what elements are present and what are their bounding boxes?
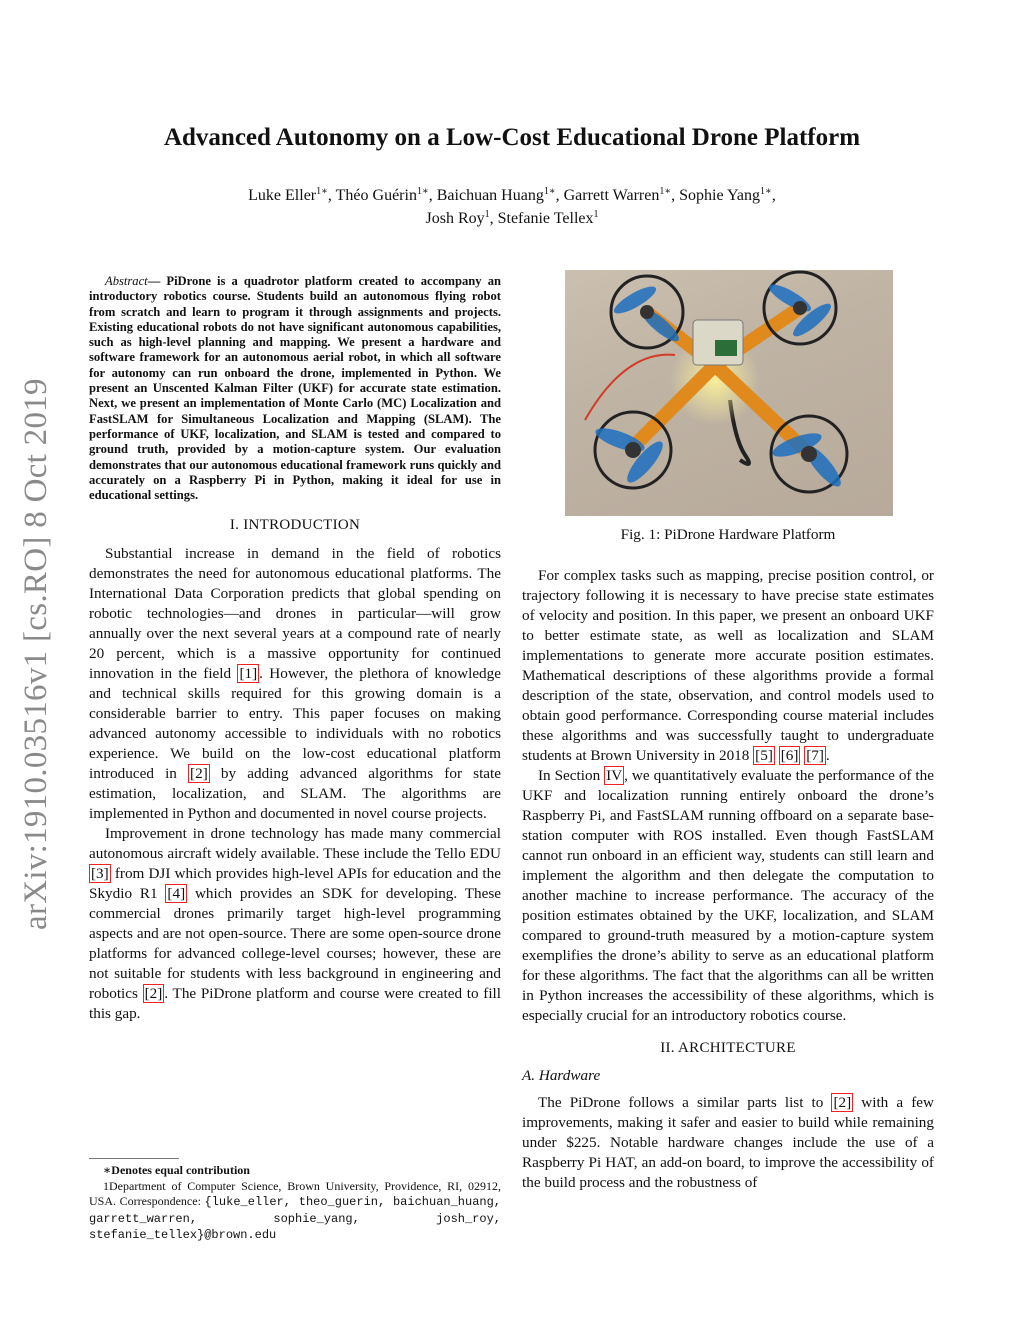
citation-link[interactable]: [4] — [167, 885, 186, 903]
citation-link[interactable]: [7] — [806, 747, 824, 764]
figure-caption: Fig. 1: PiDrone Hardware Platform — [620, 526, 836, 543]
affiliation-mark: 1∗ — [543, 186, 556, 197]
author-name: Garrett Warren — [563, 187, 660, 204]
text-run: , we quantitatively evaluate the performance of the UKF and localization running entirely onboard the drone’s Raspberry Pi, and FastSLAM running offboard on a separate base-station computer with ROS installed. Even though FastSLAM cannot run onboard in an efficient way, students can still learn and implement the algorithm and then delegate the computation to another machine to increase performance. The accuracy of the position estimates obtained by the UKF, localization, and SLAM compared to ground-truth measured by a motion-capture system exemplifies the drone’s ability to serve as an educational platform for these algorithms. The fact that the algorithms can all be written in Python increases the accessibility of these algorithms, which is especially crucial for an introductory robotics course. — [522, 767, 934, 1024]
author-name: Théo Guérin — [335, 187, 417, 204]
subsection-heading-hardware: A. Hardware — [522, 1067, 601, 1084]
footnote-affiliation — [89, 1179, 501, 1244]
abstract-text: — PiDrone is a quadrotor platform created to accompany an introductory robotics course. Students build an autonomous flying robot from scratch and learn to program it through assignments and projects. Existing educational robots do not have significant autonomous capabilities, such as high-level planning and mapping. We present a hardware and software framework for an autonomous aerial robot, in which all software for autonomy can run onboard the drone, implemented in Python. We present an Unscented Kalman Filter (UKF) for accurate state estimation. Next, we present an implementation of Monte Carlo (MC) Localization and FastSLAM for Simultaneous Localization and Mapping (SLAM). The performance of UKF, localization, and SLAM is tested and compared to ground truth, provided by a motion-capture system. Our evaluation demonstrates that our autonomous educational framework runs quickly and accurately on a Raspberry Pi in Python, making it ideal for use in educational settings. — [89, 274, 501, 503]
text-run: . — [825, 747, 830, 764]
text-run: by adding advanced algorithms for state estimation, localization, and SLAM. The algorithms are implemented in Python and documented in novel course projects. — [89, 765, 501, 823]
drone-illustration — [565, 270, 893, 516]
footnote-equal-contribution: ∗Denotes equal contribution — [103, 1163, 250, 1177]
intro-paragraph-1 — [89, 544, 501, 824]
affiliation-mark: 1∗ — [659, 186, 672, 197]
section-heading-introduction: I. INTRODUCTION — [229, 517, 361, 534]
author-name: Sophie Yang — [679, 187, 761, 204]
text-run: from DJI which provides high-level APIs for education and the Skydio R1 — [89, 865, 501, 903]
arxiv-identifier: arXiv:1910.03516v1 [cs.RO] 8 Oct 2019 — [18, 378, 54, 930]
left-column — [89, 274, 501, 1024]
citation-link[interactable]: [6] — [780, 747, 799, 764]
text-run: 1Department of Computer Science, Brown University, Providence, RI, 02912, USA. Correspondence: — [89, 1178, 501, 1208]
email-list[interactable]: {luke_eller, theo_guerin, baichuan_huang, garrett_warren, sophie_yang, josh_roy, stefanie_tellex}@brown.edu — [89, 1195, 501, 1242]
author-name: Luke Eller — [248, 187, 317, 204]
text-run: Substantial increase in demand in the field of robotics demonstrates the need for autonomous educational platforms. The International Data Corporation predicts that global spending on robotic technologies—and drones in particular—will grow annually over the next several years at a compound rate of nearly 20 percent, which is a massive opportunity for continued innovation in the field — [89, 545, 501, 683]
affiliation-mark: 1∗ — [416, 186, 429, 197]
section-heading-architecture: II. ARCHITECTURE — [660, 1040, 796, 1056]
right-paragraph-2 — [522, 766, 934, 1026]
text-run: with a few improvements, making it safer and easier to build while remaining under $225. Notable hardware changes include the use of a Raspberry Pi HAT, an add-on board, to improve the accessibility of the build process and the robustness of — [522, 1094, 934, 1191]
text-run: . However, the plethora of knowledge and technical skills required for this growing domain is a considerable barrier to entry. This paper focuses on making advanced autonomy accessible to individuals with no robotics experience. We build on the low-cost educational platform introduced in — [89, 665, 501, 783]
text-run: In Section — [538, 767, 605, 784]
text-run: The PiDrone follows a similar parts list to — [538, 1094, 832, 1111]
affiliation-mark: 1 — [593, 209, 599, 220]
author-name: Baichuan Huang — [436, 187, 544, 204]
intro-paragraph-2 — [89, 824, 501, 1024]
section-link[interactable]: IV — [606, 767, 623, 784]
author-name: Josh Roy — [425, 210, 485, 227]
right-paragraph-1 — [522, 566, 934, 766]
hardware-paragraph — [522, 1093, 934, 1193]
text-run: which provides an SDK for developing. These commercial drones primarily target high-level programming aspects and are not open-source. There are some open-source drone platforms for advanced college-level courses; however, these are not suitable for students with less background in engineering and robotics — [89, 885, 502, 1003]
affiliation-mark: 1∗ — [760, 186, 772, 197]
text-run: . The PiDrone platform and course were created to fill this gap. — [89, 985, 501, 1023]
affiliation-mark: 1∗ — [316, 186, 328, 197]
right-column — [522, 566, 934, 1193]
flight-controller — [715, 340, 737, 356]
citation-link[interactable]: [2] — [833, 1094, 852, 1111]
abstract-label: Abstract — [105, 274, 148, 288]
citation-link[interactable]: [5] — [755, 747, 773, 764]
footnotes — [89, 1158, 501, 1244]
abstract — [89, 274, 501, 503]
citation-link[interactable]: [3] — [91, 865, 109, 883]
drone-photo — [565, 270, 893, 516]
citation-link[interactable]: [1] — [239, 665, 258, 683]
author-name: Stefanie Tellex — [497, 210, 594, 227]
author-list: Luke Eller$^{1∗}$, Théo Guérin$^{1∗}$, Baichuan Huang$^{1∗}$, Garrett Warren$^{1∗}$, Sophie Yang$^{1∗}$, Josh Roy$^1$, Stefanie Tellex$^1$ — [248, 186, 776, 227]
affiliation-mark: 1 — [484, 209, 490, 220]
text-run: For complex tasks such as mapping, precise position control, or trajectory following it is necessary to have precise state estimates of velocity and position. In this paper, we present an onboard UKF to better estimate state, as well as localization and SLAM implementations to generate more accurate position estimates. Mathematical descriptions of these algorithms provide a formal description of the state, observation, and control models used to obtain good performance. Corresponding course material includes these algorithms and was successfully taught to undergraduate students at Brown University in 2018 — [522, 567, 934, 764]
citation-link[interactable]: [2] — [144, 985, 163, 1003]
footnote-divider — [89, 1158, 179, 1159]
paper-title: Advanced Autonomy on a Low-Cost Educational Drone Platform — [163, 124, 861, 151]
citation-link[interactable]: [2] — [190, 765, 208, 783]
text-run: Improvement in drone technology has made many commercial autonomous aircraft widely available. These include the Tello EDU — [89, 825, 501, 863]
